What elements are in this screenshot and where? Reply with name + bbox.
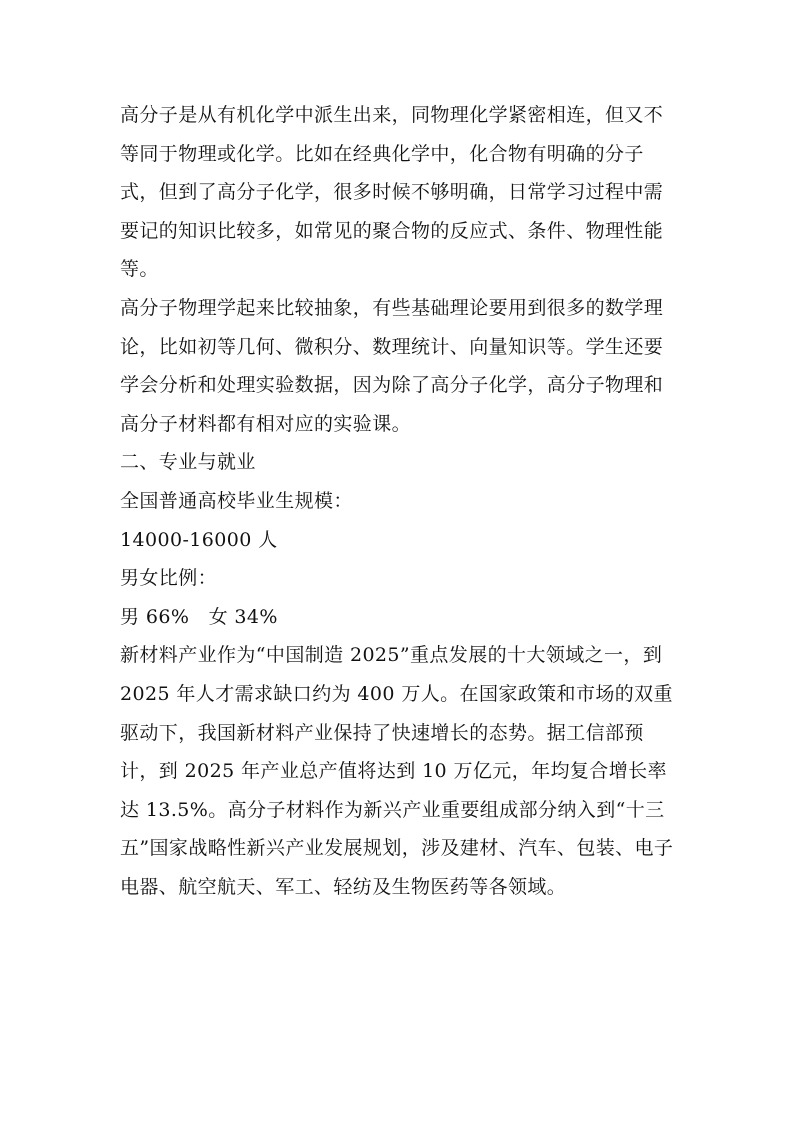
gender-ratio-value: 男 66% 女 34% bbox=[120, 605, 278, 628]
section-heading-major-employment: 二、专业与就业 bbox=[120, 451, 256, 474]
gender-ratio-label: 男女比例： bbox=[120, 567, 218, 590]
graduate-scale-value: 14000-16000 人 bbox=[120, 528, 278, 551]
paragraph-polymer-chemistry: 高分子是从有机化学中派生出来，同物理化学紧密相连，但又不等同于物理或化学。比如在经典化学中，化合物有明确的分子式，但到了高分子化学，很多时候不够明确，日常学习过程中需要记的知识比较多，如常见的聚合物的反应式、条件、物理性能等。 bbox=[120, 104, 664, 281]
paragraph-new-materials-industry: 新材料产业作为“中国制造 2025”重点发展的十大领域之一，到 2025 年人才需求缺口约为 400 万人。在国家政策和市场的双重驱动下，我国新材料产业保持了快速增长的态势。据工信部预计，到 2025 年产业总产值将达到 10 万亿元，年均复合增长率达 13.5%。高分子材料作为新兴产业重要组成部分纳入到“十三五”国家战略性新兴产业发展规划，涉及建材、汽车、包装、电子电器、航空航天、军工、轻纺及生物医药等各领域。 bbox=[120, 644, 674, 898]
graduate-scale-label: 全国普通高校毕业生规模： bbox=[120, 489, 353, 512]
document-body bbox=[120, 96, 680, 906]
paragraph-polymer-physics: 高分子物理学起来比较抽象，有些基础理论要用到很多的数学理论，比如初等几何、微积分、数理统计、向量知识等。学生还要学会分析和处理实验数据，因为除了高分子化学，高分子物理和高分子材料都有相对应的实验课。 bbox=[120, 296, 664, 435]
